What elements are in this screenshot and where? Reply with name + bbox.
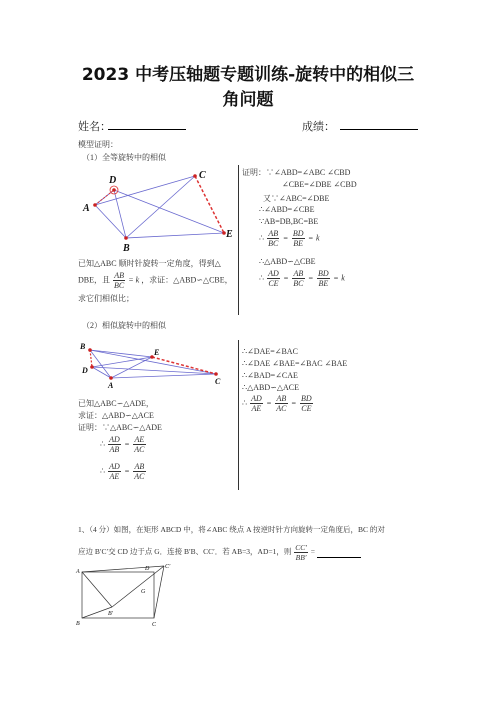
problem1-line2: 应边 B′C′交 CD 边于点 G．连接 B′B、CC′．若 AB=3，AD=1，则 $\frac{CC'}{BB'}$ = bbox=[78, 543, 361, 562]
fig3-point-c1: C′ bbox=[165, 564, 171, 570]
s1-proof-1: ∠CBE=∠DBE ∠CBD bbox=[282, 180, 357, 189]
s1-proof-similar: ∴△ABD∽△CBE bbox=[259, 257, 316, 266]
s1-proof-frac1: ∴ $\frac{AB}{BC}$ = $\frac{BD}{BE}$ = k bbox=[259, 229, 320, 248]
s2-right-1: ∴∠DAE ∠BAE=∠BAC ∠BAE bbox=[242, 359, 348, 368]
divider-1 bbox=[238, 165, 239, 315]
fig2-point-a: A bbox=[108, 381, 114, 390]
fig2-point-e: E bbox=[154, 348, 160, 357]
s1-given-l1: 已知△ABC 顺时针旋转一定角度，得到△ bbox=[78, 259, 221, 268]
name-blank bbox=[108, 119, 186, 130]
figure-2 bbox=[78, 340, 238, 400]
fig3-point-a: A bbox=[76, 569, 80, 575]
figure-3 bbox=[72, 560, 172, 630]
s1-proof-3: ∴∠ABD=∠CBE bbox=[259, 205, 315, 214]
fig1-point-b: B bbox=[123, 243, 130, 254]
s1-given-l3: 求它们相似比； bbox=[78, 294, 134, 303]
s1-proof-frac2: ∴ $\frac{AD}{CE}$ = $\frac{AB}{BC}$ = $\frac{BD}{BE}$ = k bbox=[259, 269, 345, 288]
s2-given-2: 求证：△ABD∽△ACE bbox=[78, 411, 154, 420]
model-label: 模型证明： bbox=[78, 140, 118, 149]
fig2-point-d: D bbox=[82, 366, 88, 375]
figure-1 bbox=[78, 165, 238, 255]
fig1-point-d: D bbox=[109, 175, 117, 186]
answer-blank[interactable] bbox=[317, 548, 361, 558]
fig3-point-c: C bbox=[152, 622, 157, 628]
s1-given-l2: DBE，且 $\frac{AB}{BC}$ = k ，求证：△ABD∽△CBE， bbox=[78, 271, 233, 290]
s2-given-1: 已知△ABC∽△ADE， bbox=[78, 399, 154, 408]
fig2-point-b: B bbox=[80, 342, 86, 351]
fig3-point-d: D bbox=[145, 566, 150, 572]
score-label: 成绩： bbox=[302, 121, 335, 133]
s1-proof-0: 证明：∵∠ABD=∠ABC ∠CBD bbox=[242, 168, 351, 177]
score-blank bbox=[340, 119, 418, 130]
s2-right-frac: ∴ $\frac{AD}{AE}$ = $\frac{AB}{AC}$ = $\frac{BD}{CE}$ bbox=[242, 394, 312, 413]
s2-proof-0: 证明：∵△ABC∽△ADE bbox=[78, 423, 162, 432]
fig2-point-c: C bbox=[215, 377, 221, 386]
s1-proof-2: 又∵∠ABC=∠DBE bbox=[263, 194, 330, 203]
section2-heading: （2）相似旋转中的相似 bbox=[82, 321, 166, 330]
frac-ab-bc: $\frac{AB}{BC}$ bbox=[114, 271, 125, 290]
s2-right-0: ∴∠DAE=∠BAC bbox=[242, 347, 298, 356]
page-title: 2023 中考压轴题专题训练-旋转中的相似三 bbox=[81, 65, 415, 85]
fig3-point-b1: B′ bbox=[108, 611, 113, 617]
fig1-point-e: E bbox=[226, 229, 233, 240]
fig3-point-b: B bbox=[76, 621, 80, 627]
page-title-line2: 角问题 bbox=[222, 90, 274, 110]
s2-right-3: ∴△ABD∽△ACE bbox=[242, 383, 299, 392]
fig3-point-g: G bbox=[141, 589, 146, 595]
s1-proof-4: ∵AB=DB,BC=BE bbox=[259, 217, 319, 226]
s2-right-2: ∴∠BAD=∠CAE bbox=[242, 371, 298, 380]
divider-2 bbox=[238, 340, 239, 490]
fig1-point-a: A bbox=[83, 203, 90, 214]
problem1-line1: 1、（4 分）如图，在矩形 ABCD 中，将∠ABC 绕点 A 按逆时针方向旋转一定角度后，BC 的对 bbox=[78, 525, 385, 534]
s2-frac-a: ∴ $\frac{AD}{AB}$ = $\frac{AE}{AC}$ bbox=[100, 435, 145, 454]
name-label: 姓名： bbox=[78, 121, 111, 133]
fig1-point-c: C bbox=[199, 170, 206, 181]
s2-frac-b: ∴ $\frac{AD}{AE}$ = $\frac{AB}{AC}$ bbox=[100, 462, 145, 481]
section1-heading: （1）全等旋转中的相似 bbox=[82, 153, 166, 162]
